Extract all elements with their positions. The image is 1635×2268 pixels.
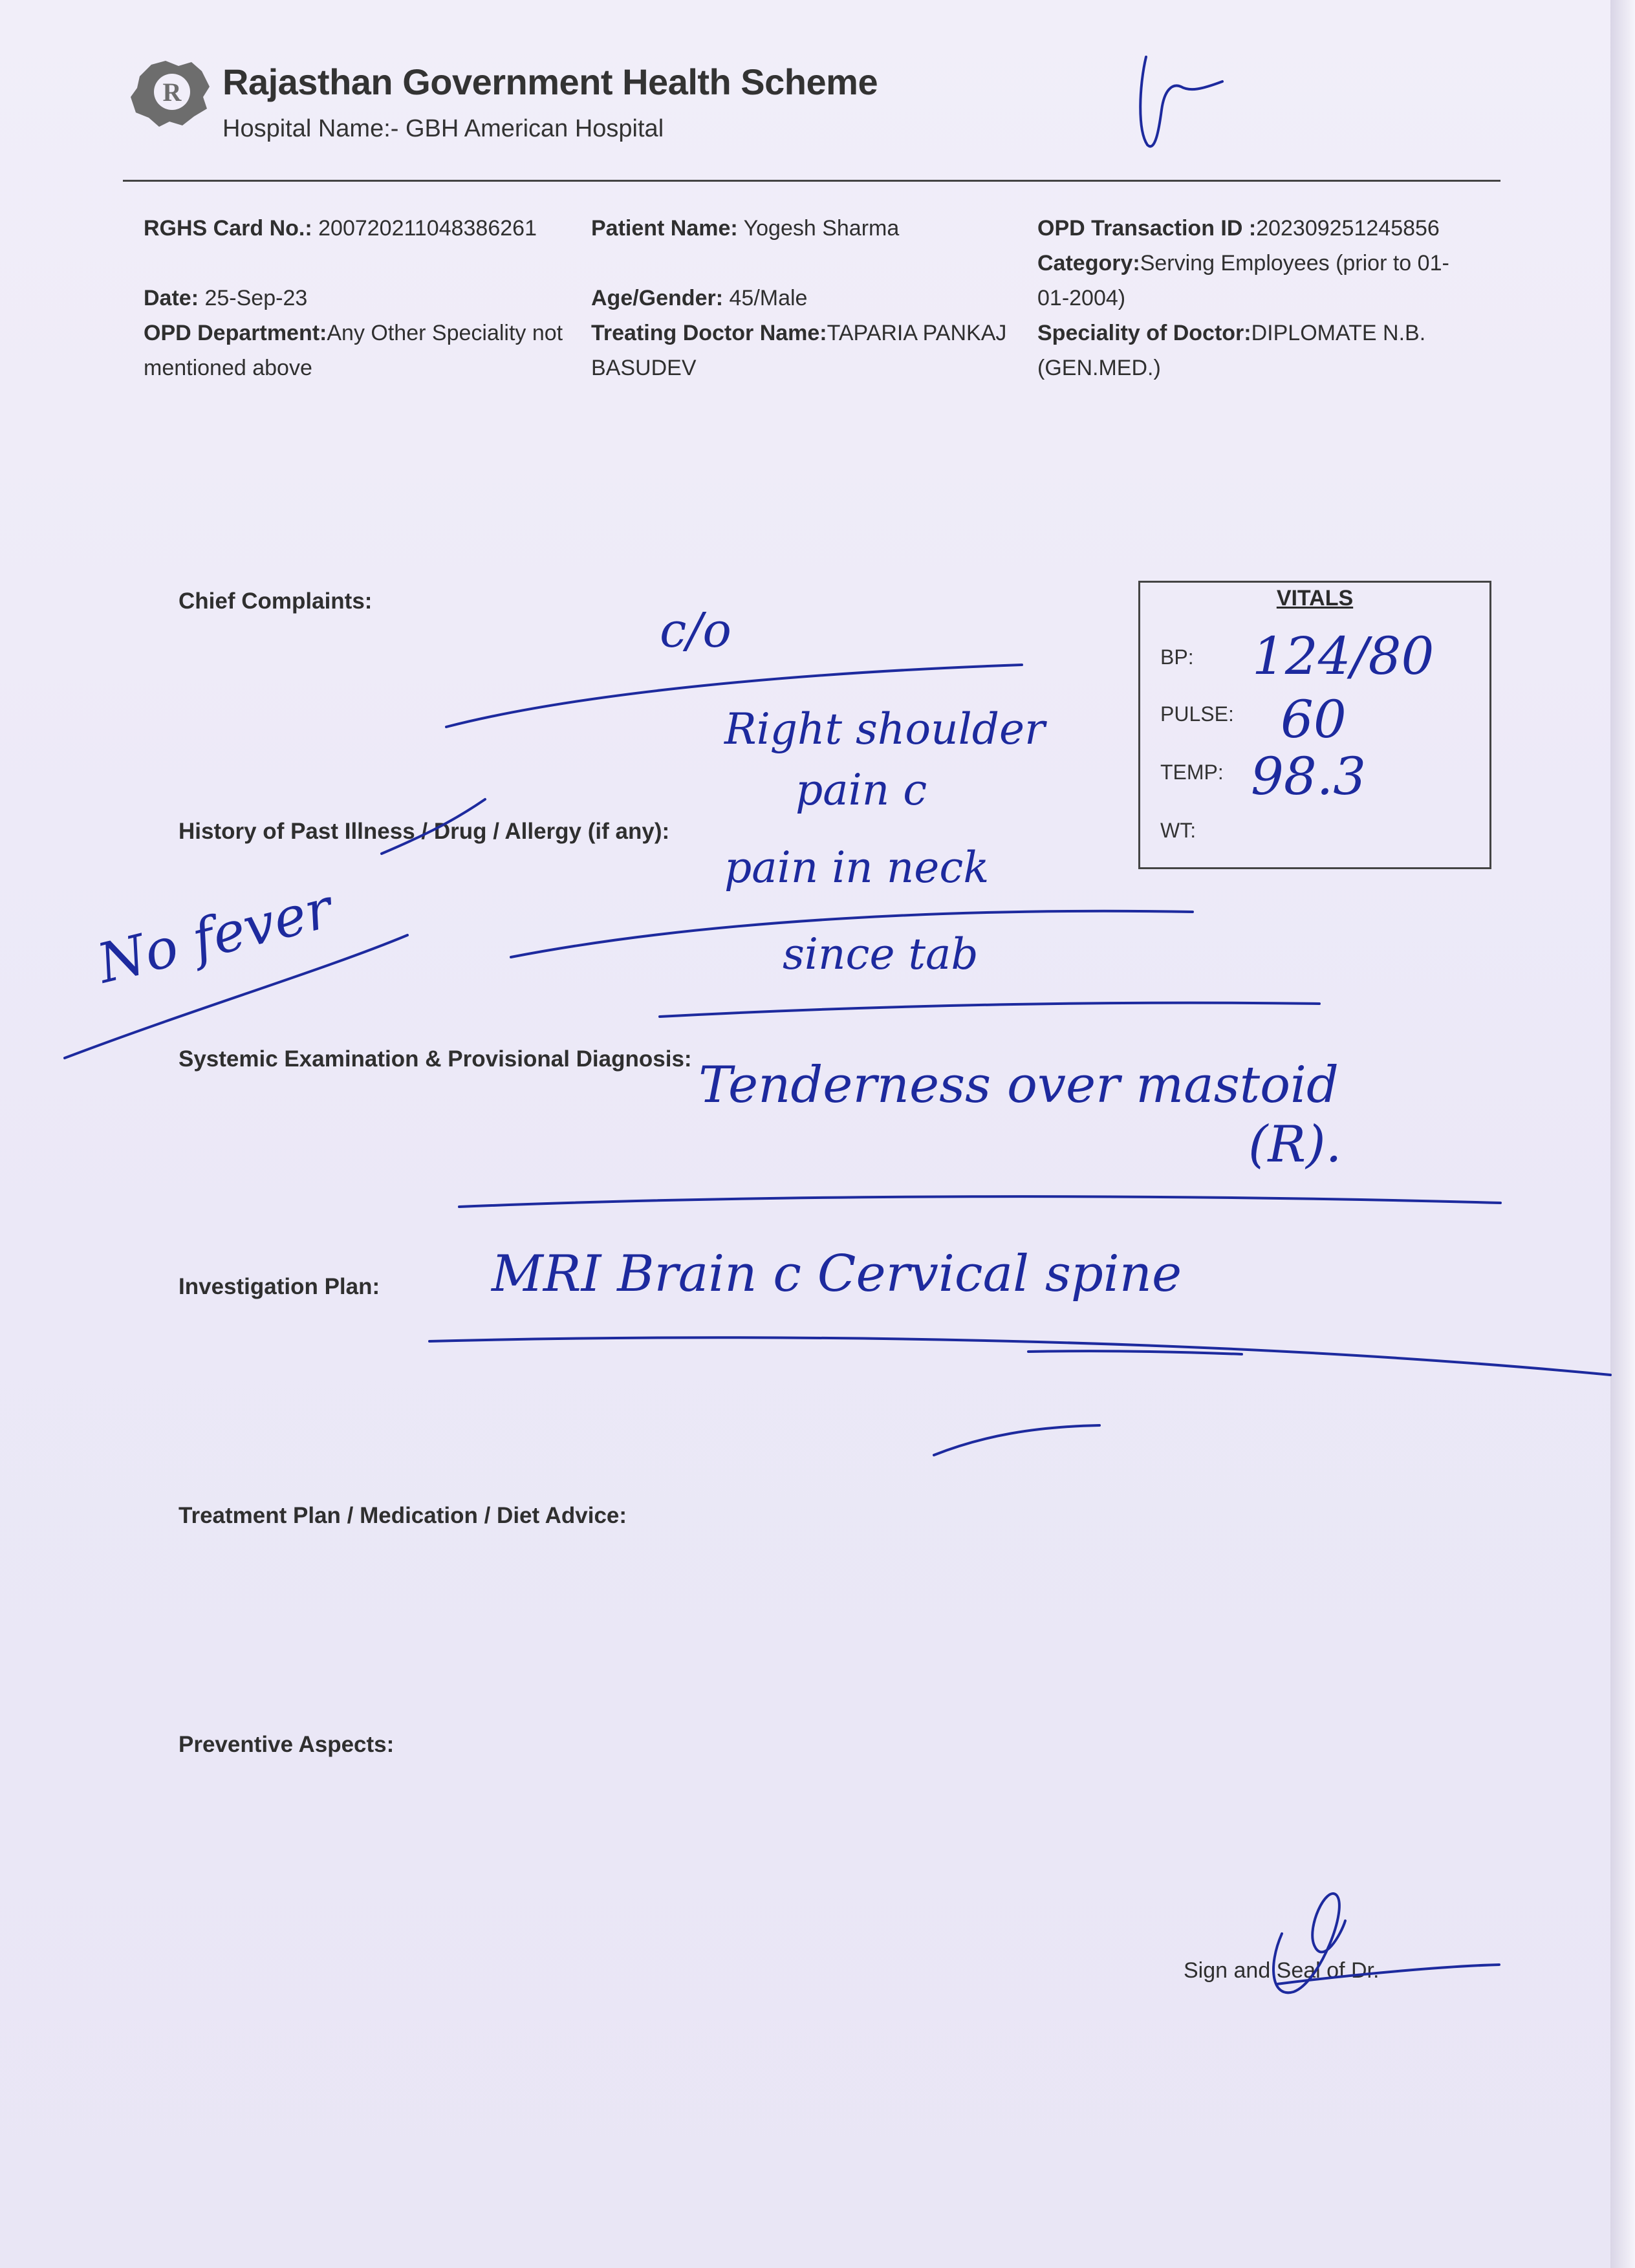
investigation-label: Investigation Plan: — [179, 1274, 380, 1299]
pulse-label: PULSE: — [1160, 702, 1234, 726]
patient-name-label: Patient Name: — [591, 216, 738, 241]
hw-temp-value: 98.3 — [1251, 746, 1367, 806]
vitals-title: VITALS — [1276, 586, 1354, 610]
rajasthan-map-logo — [127, 57, 215, 129]
history-label: History of Past Illness / Drug / Allergy (if any): — [179, 819, 670, 844]
speciality-field — [1037, 316, 1477, 385]
hw-bp-value: 124/80 — [1252, 626, 1435, 686]
speciality-value: DIPLOMATE N.B. (GEN.MED.) — [1037, 321, 1426, 380]
card-no-value: 2007202110483862​61 — [318, 216, 537, 241]
hw-pulse-value: 60 — [1281, 689, 1347, 750]
hw-complaint-2: pain c — [796, 765, 927, 815]
hw-history-note: No fever — [91, 876, 338, 996]
hw-investigation: MRI Brain c Cervical spine — [492, 1245, 1182, 1303]
hospital-name-line — [222, 115, 664, 143]
hospital-name: GBH American Hospital — [405, 115, 664, 142]
wt-label: WT: — [1160, 819, 1196, 842]
chief-complaints-label: Chief Complaints: — [179, 589, 373, 614]
speciality-label: Speciality of Doctor: — [1037, 321, 1251, 345]
hospital-label: Hospital Name:- — [222, 115, 399, 142]
preventive-label: Preventive Aspects: — [179, 1732, 395, 1757]
date-label: Date: — [144, 286, 199, 310]
opd-transaction-label: OPD Transaction ID : — [1037, 216, 1257, 241]
hw-diagnosis-2: (R). — [1248, 1116, 1342, 1174]
temp-label: TEMP: — [1160, 761, 1224, 784]
scheme-title: Rajasthan Government Health Scheme — [222, 61, 878, 102]
category-value: Serving Employees (prior to 01-01-2004) — [1037, 251, 1449, 310]
opd-department-field — [144, 316, 583, 385]
opd-department-label: OPD Department: — [144, 321, 327, 345]
card-no-field — [144, 211, 583, 246]
hw-diagnosis-1: Tenderness over mastoid — [698, 1056, 1339, 1114]
opd-transaction-field — [1037, 211, 1477, 246]
hw-complaint-3: pain in neck — [724, 843, 990, 892]
systemic-exam-label: Systemic Examination & Provisional Diagnosis: — [179, 1046, 692, 1072]
opd-transaction-value: 202309251245856 — [1256, 216, 1440, 241]
treating-doctor-field — [591, 316, 1018, 385]
opd-department-value: Any Other Speciality not mentioned above — [144, 321, 563, 380]
bp-label: BP: — [1160, 645, 1194, 669]
category-field — [1037, 246, 1477, 316]
card-no-label: RGHS Card No.: — [144, 216, 312, 241]
age-gender-value: 45/Male — [729, 286, 808, 310]
patient-name-field — [591, 211, 1018, 246]
treatment-label: Treatment Plan / Medication / Diet Advice: — [179, 1503, 627, 1528]
age-gender-label: Age/Gender: — [591, 286, 724, 310]
hw-complaint-4: since tab — [783, 929, 979, 979]
category-label: Category: — [1037, 251, 1140, 275]
sign-seal-label: Sign and Seal of Dr. — [1184, 1958, 1380, 1983]
logo-letter: R — [162, 78, 182, 107]
patient-name-value: Yogesh Sharma — [743, 216, 900, 241]
hw-complaint-1: Right shoulder — [724, 704, 1045, 754]
date-value: 25-Sep-23 — [204, 286, 308, 310]
date-field — [144, 281, 583, 316]
header-divider — [123, 180, 1500, 182]
paper-edge — [1610, 0, 1635, 2268]
treating-doctor-label: Treating Doctor Name: — [591, 321, 827, 345]
hw-co: c/o — [660, 603, 731, 658]
treating-doctor-value: TAPARIA PANKAJ BASUDEV — [591, 321, 1007, 380]
age-gender-field — [591, 281, 1018, 316]
